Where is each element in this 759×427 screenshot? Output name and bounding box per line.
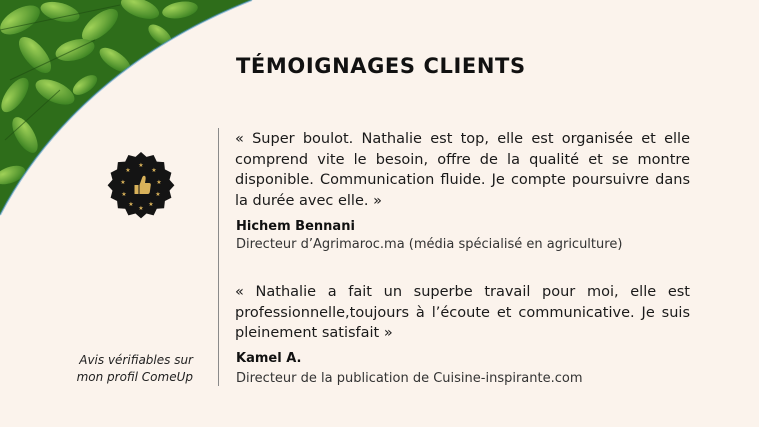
svg-text:★: ★ [125, 167, 131, 174]
testimonial-quote-2: « Nathalie a fait un superbe travail pour moi, elle est professionnelle,toujours à l’écoute et communicative. Je suis pleinement satisfait » [235, 284, 690, 341]
testimonial-author-1: Hichem Bennani [236, 219, 355, 234]
svg-text:★: ★ [138, 162, 144, 169]
svg-text:★: ★ [120, 179, 126, 186]
svg-text:★: ★ [148, 201, 154, 208]
vertical-divider [218, 128, 219, 386]
testimonial-role-2: Directeur de la publication de Cuisine-inspirante.com [236, 371, 583, 386]
note-line-2: mon profil ComeUp [76, 370, 193, 384]
testimonial-author-2: Kamel A. [236, 351, 302, 366]
svg-text:★: ★ [138, 205, 144, 212]
testimonial-role-1: Directeur d’Agrimaroc.ma (média spécialisé en agriculture) [236, 237, 623, 252]
svg-text:★: ★ [128, 201, 134, 208]
svg-text:★: ★ [151, 167, 157, 174]
note-line-1: Avis vérifiables sur [79, 353, 193, 367]
page-title: TÉMOIGNAGES CLIENTS [236, 54, 526, 78]
testimonial-quote-1: « Super boulot. Nathalie est top, elle est organisée et elle comprend vite le besoin, offre de la qualité et se montre disponible. Communication fluide. Je compte poursuivre dans la durée avec elle. » [235, 131, 690, 209]
thumbs-up-rating-badge-icon [106, 151, 176, 221]
verification-note [77, 352, 193, 386]
svg-text:★: ★ [121, 191, 127, 198]
svg-text:★: ★ [156, 179, 162, 186]
svg-text:★: ★ [155, 191, 161, 198]
